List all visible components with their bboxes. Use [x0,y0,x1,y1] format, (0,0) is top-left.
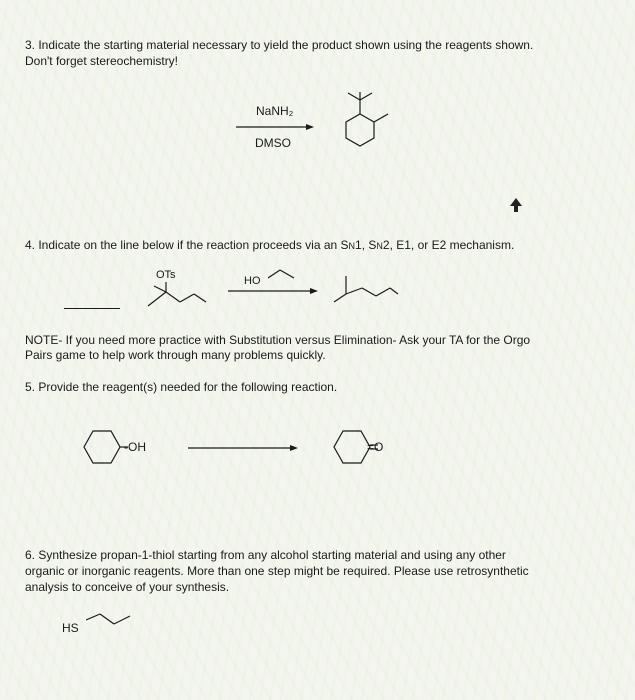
q3-reaction-arrow [236,122,316,132]
q6-prompt-line2: organic or inorganic reagents. More than one step might be required. Please use retrosynthetic [25,564,529,578]
q3-product-structure [330,92,400,162]
q4-answer-line[interactable] [64,307,120,310]
q4-reaction-arrow [228,286,318,296]
q4-reagent-ho: HO [244,275,261,287]
q6-propanethiol-chain [86,612,132,630]
q5-prompt: 5. Provide the reagent(s) needed for the following reaction. [25,380,338,394]
mouse-cursor-icon [510,198,522,212]
q4-reagent-chain [268,268,300,282]
q3-prompt-line1: 3. Indicate the starting material necessary to yield the product shown using the reagents shown. [25,38,534,52]
q3-reagent-dmso: DMSO [255,136,291,150]
q5-reaction-arrow [188,443,298,453]
q3-reagent-nanh2: NaNH₂ [256,104,294,118]
q4-leaving-group-ots: OTs [156,269,176,281]
q5-hydroxyl-label: -OH [124,440,146,454]
q5-cyclohexanol-ring [80,428,130,468]
q6-thiol-label: HS [62,621,79,635]
q4-substrate-structure [140,282,210,312]
q5-carbonyl-label: =O [367,440,384,454]
note-line1: NOTE- If you need more practice with Substitution versus Elimination- Ask your TA for the Orgo [25,333,531,347]
q3-prompt-line2: Don't forget stereochemistry! [25,54,179,68]
q4-prompt: 4. Indicate on the line below if the reaction proceeds via an SN1, SN2, E1, or E2 mechanism. [25,238,515,252]
note-line2: Pairs game to help work through many problems quickly. [25,348,326,362]
q6-prompt-line1: 6. Synthesize propan-1-thiol starting from any alcohol starting material and using any other [25,548,506,562]
q4-product-structure [332,272,402,306]
q6-prompt-line3: analysis to conceive of your synthesis. [25,580,230,594]
